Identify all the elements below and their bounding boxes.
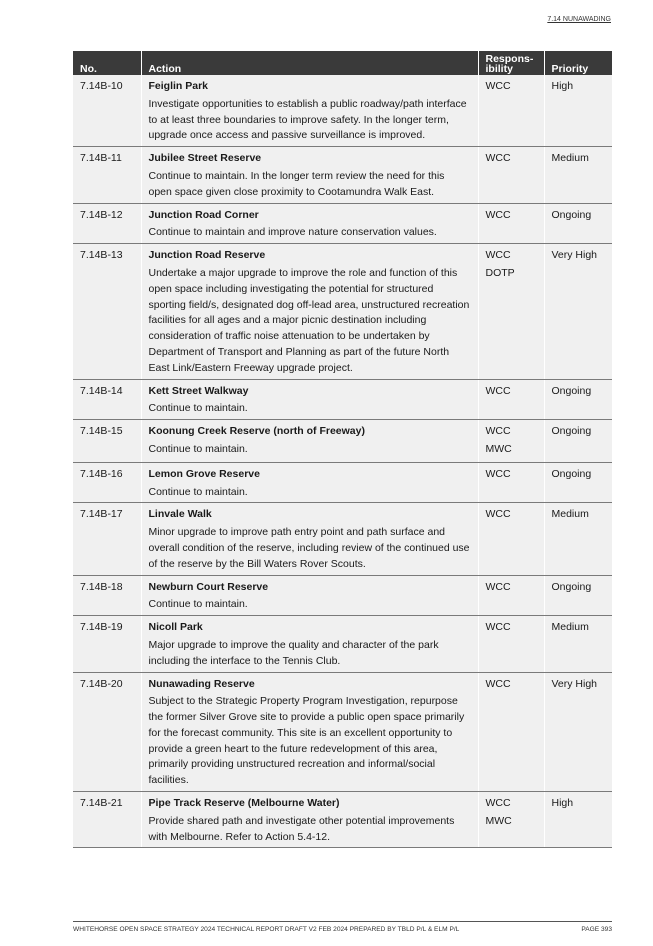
priority-cell: Very High: [544, 244, 612, 379]
action-cell: [141, 379, 478, 420]
action-title: Newburn Court Reserve: [148, 580, 269, 593]
table-row: [73, 503, 612, 575]
priority-cell: High: [544, 792, 612, 848]
priority-cell: Very High: [544, 672, 612, 792]
action-title: Koonung Creek Reserve (north of Freeway): [148, 425, 365, 438]
action-number: 7.14B-20: [73, 672, 141, 792]
action-description: Continue to maintain.: [148, 598, 248, 611]
action-cell: [141, 792, 478, 848]
responsibility-agency: WCC: [485, 621, 511, 634]
table-row: [73, 575, 612, 616]
priority-cell: Medium: [544, 616, 612, 672]
action-title: Junction Road Corner: [148, 208, 259, 221]
column-header-priority: Priority: [544, 51, 612, 75]
responsibility-agency: DOTP: [485, 266, 515, 279]
priority-cell: Ongoing: [544, 203, 612, 244]
action-cell: [141, 575, 478, 616]
table-row: [73, 616, 612, 672]
action-cell: [141, 672, 478, 792]
action-description: Continue to maintain.: [148, 485, 248, 498]
responsibility-cell: [478, 503, 544, 575]
responsibility-cell: [478, 420, 544, 463]
responsibility-cell: [478, 147, 544, 203]
actions-table: [73, 51, 612, 848]
table-row: [73, 420, 612, 463]
priority-cell: High: [544, 75, 612, 147]
table-row: [73, 462, 612, 503]
responsibility-agency: WCC: [485, 677, 511, 690]
footer-report-info: WHITEHORSE OPEN SPACE STRATEGY 2024 TECHNICAL REPORT DRAFT V2 FEB 2024 PREPARED BY TBLD P/L & ELM P/L: [73, 926, 460, 933]
responsibility-cell: [478, 244, 544, 379]
action-cell: [141, 203, 478, 244]
responsibility-cell: [478, 792, 544, 848]
priority-cell: Ongoing: [544, 462, 612, 503]
responsibility-agency: WCC: [485, 80, 511, 92]
action-description: Undertake a major upgrade to improve the role and function of this open space including investigating the potential for structured sporting field/s, designated dog off-lead area, unstructured recreation facilities for all ages and a major picnic destination including consideration of traffic noise attenuation to be undertaken by Department of Transport and Planning as part of the future North East Link/Eastern Freeway upgrade project.: [148, 266, 470, 374]
responsibility-agency: WCC: [485, 467, 511, 480]
action-cell: [141, 75, 478, 147]
table-row: [73, 792, 612, 848]
action-description: Continue to maintain. In the longer term review the need for this open space given close proximity to Cootamundra Walk East.: [148, 169, 445, 198]
responsibility-cell: [478, 616, 544, 672]
action-title: Jubilee Street Reserve: [148, 152, 262, 165]
action-title: Pipe Track Reserve (Melbourne Water): [148, 797, 340, 810]
responsibility-agency: WCC: [485, 208, 511, 221]
action-number: 7.14B-17: [73, 503, 141, 575]
page-footer: [73, 921, 612, 933]
action-cell: [141, 147, 478, 203]
action-cell: [141, 616, 478, 672]
table-body: [73, 75, 612, 848]
priority-cell: Ongoing: [544, 420, 612, 463]
page-number: PAGE 393: [581, 926, 612, 933]
action-number: 7.14B-11: [73, 147, 141, 203]
responsibility-agency: WCC: [485, 508, 511, 521]
priority-cell: Medium: [544, 503, 612, 575]
responsibility-cell: [478, 75, 544, 147]
action-number: 7.14B-10: [73, 75, 141, 147]
action-number: 7.14B-16: [73, 462, 141, 503]
action-number: 7.14B-18: [73, 575, 141, 616]
responsibility-agency: WCC: [485, 384, 511, 397]
table-header-row: [73, 51, 612, 75]
responsibility-agency: WCC: [485, 797, 511, 810]
responsibility-cell: [478, 672, 544, 792]
table-row: [73, 379, 612, 420]
action-title: Junction Road Reserve: [148, 249, 266, 262]
action-description: Continue to maintain.: [148, 402, 248, 415]
responsibility-agency: WCC: [485, 425, 511, 438]
responsibility-agency: WCC: [485, 580, 511, 593]
action-description: Investigate opportunities to establish a public roadway/path interface to at least three boundaries to improve safety. In the longer term, upgrade once access and passive surveillance is improved.: [148, 97, 467, 142]
responsibility-cell: [478, 462, 544, 503]
action-title: Nicoll Park: [148, 621, 203, 634]
responsibility-agency: WCC: [485, 249, 511, 262]
section-label: 7.14 NUNAWADING: [547, 16, 611, 23]
action-description: Minor upgrade to improve path entry point and path surface and overall condition of the reserve, including review of the continued use of the reserve by the Bill Waters Rover Scouts.: [148, 526, 470, 570]
action-number: 7.14B-19: [73, 616, 141, 672]
action-description: Provide shared path and investigate other potential improvements with Melbourne. Refer to Action 5.4-12.: [148, 814, 455, 843]
action-cell: [141, 503, 478, 575]
priority-cell: Ongoing: [544, 379, 612, 420]
column-header-no: No.: [73, 51, 141, 75]
action-title: Feiglin Park: [148, 80, 209, 92]
column-header-responsibility: Respons- ibility: [478, 51, 544, 75]
priority-cell: Ongoing: [544, 575, 612, 616]
table-row: [73, 244, 612, 379]
action-description: Continue to maintain and improve nature conservation values.: [148, 226, 437, 239]
action-description: Subject to the Strategic Property Program Investigation, repurpose the former Silver Grove site to provide a public open space primarily for the forecast community. This site is an excellent opportunity to provide a green heart to the future redevelopment of this area, primarily providing unstructured recreation and informal/social facilities.: [148, 695, 465, 787]
responsibility-cell: [478, 203, 544, 244]
priority-cell: Medium: [544, 147, 612, 203]
responsibility-cell: [478, 575, 544, 616]
responsibility-agency: MWC: [485, 814, 512, 827]
action-cell: [141, 420, 478, 463]
table-row: [73, 203, 612, 244]
action-number: 7.14B-13: [73, 244, 141, 379]
table-row: [73, 75, 612, 147]
responsibility-cell: [478, 379, 544, 420]
action-description: Continue to maintain.: [148, 442, 248, 455]
action-number: 7.14B-14: [73, 379, 141, 420]
action-number: 7.14B-21: [73, 792, 141, 848]
table-row: [73, 672, 612, 792]
action-title: Kett Street Walkway: [148, 384, 249, 397]
action-title: Lemon Grove Reserve: [148, 467, 260, 480]
action-number: 7.14B-15: [73, 420, 141, 463]
responsibility-agency: WCC: [485, 152, 511, 165]
action-title: Nunawading Reserve: [148, 677, 255, 690]
action-title: Linvale Walk: [148, 508, 212, 521]
action-cell: [141, 462, 478, 503]
responsibility-agency: MWC: [485, 442, 512, 455]
action-number: 7.14B-12: [73, 203, 141, 244]
column-header-action: Action: [141, 51, 478, 75]
action-cell: [141, 244, 478, 379]
action-description: Major upgrade to improve the quality and character of the park including the interface to the Tennis Club.: [148, 638, 439, 667]
table-row: [73, 147, 612, 203]
